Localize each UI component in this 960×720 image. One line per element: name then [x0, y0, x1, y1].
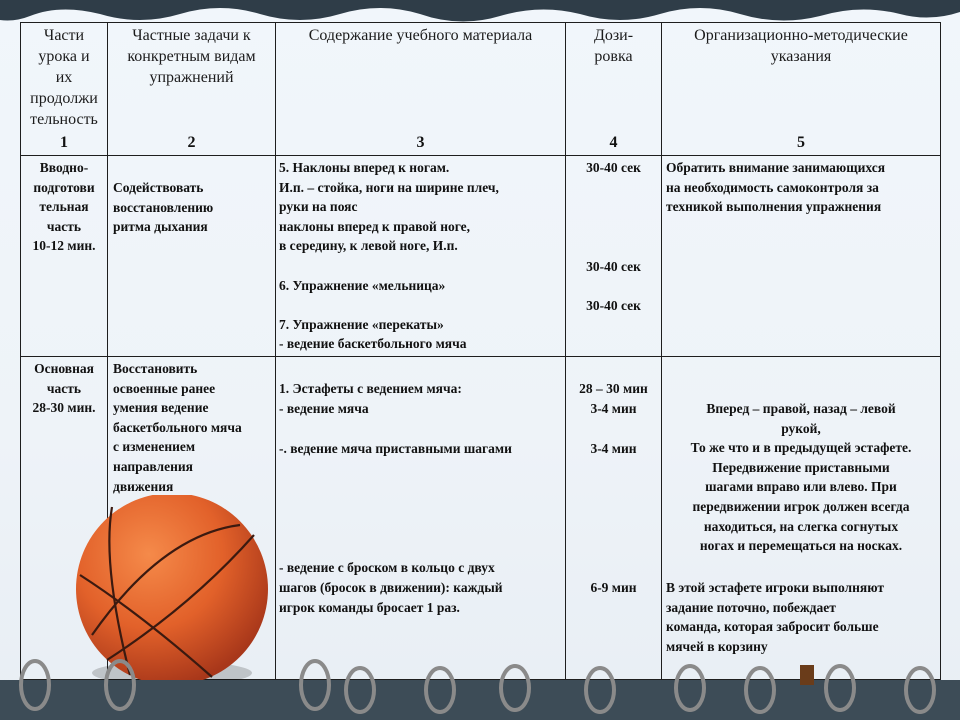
cell-text: Содействовать [113, 180, 204, 195]
cell-text: Вперед – правой, назад – левой [706, 401, 896, 416]
header-text: Частные задачи к [132, 27, 251, 44]
cell-text: баскетбольного мяча [113, 419, 242, 435]
cell-text: 5. Наклоны вперед к ногам. [279, 160, 450, 175]
table-row-divider [20, 155, 941, 156]
header-text: Части [43, 27, 85, 44]
row2-dose-4: 6-9 мин [590, 580, 637, 595]
cell-text: передвижении игрок должен всегда [692, 498, 910, 514]
cell-text: рукой, [781, 420, 821, 436]
row1-content [279, 158, 563, 354]
cell-text: шагами вправо или влево. При [705, 479, 897, 495]
cell-text: часть [46, 380, 82, 396]
cell-text: задание поточно, побеждает [666, 599, 836, 615]
cell-text: ногах и перемещаться на носках. [699, 538, 903, 554]
cell-text: тельная [39, 199, 89, 215]
row2-content-6: игрок команды бросает 1 раз. [279, 600, 460, 615]
row2-content-4: - ведение с броском в кольцо с двух [279, 560, 495, 575]
cell-text: И.п. – стойка, ноги на ширине плеч, [279, 179, 499, 195]
col-number: 3 [416, 134, 425, 151]
cell-text: техникой выполнения упражнения [666, 199, 882, 215]
cell-text: Передвижение приставными [712, 459, 890, 475]
cell-text: Вводно- [39, 160, 89, 175]
cell-text: освоенные ранее [113, 380, 216, 396]
header-text: тельность [30, 111, 98, 128]
cell-text: движения [113, 478, 174, 494]
row1-part [21, 158, 107, 256]
cell-text: наклоны вперед к правой ноге, [279, 218, 471, 234]
header-text: ровка [594, 48, 633, 65]
table-row-divider [20, 356, 941, 357]
dose-value: 30-40 сек [586, 160, 641, 175]
cell-text: умения ведение [113, 400, 209, 416]
header-text: продолжи [30, 90, 98, 107]
row2-content-3: -. ведение мяча приставными шагами [279, 441, 512, 456]
cell-text: Основная [34, 361, 94, 376]
cell-text: на необходимость самоконтроля за [666, 179, 879, 195]
header-notes [662, 25, 940, 67]
row2-task [113, 359, 273, 496]
cell-text: В этой эстафете игроки выполняют [666, 580, 884, 595]
row2-dose-1: 28 – 30 мин [579, 381, 648, 396]
header-text: урока и [38, 48, 90, 65]
cell-text: часть [46, 218, 82, 234]
cell-text: находиться, на слегка согнутых [703, 518, 899, 534]
header-content [276, 25, 565, 46]
cell-text: 10-12 мин. [32, 238, 96, 254]
cell-text: Обратить внимание занимающихся [666, 160, 886, 175]
cell-text: руки на пояс [279, 199, 358, 215]
row2-part [21, 359, 107, 418]
header-text: Дози- [593, 27, 634, 44]
header-text: их [55, 69, 73, 86]
header-text: Организационно-методические [694, 27, 908, 44]
cell-text: 28-30 мин. [32, 400, 96, 416]
col-number: 2 [187, 134, 196, 151]
cell-text [279, 295, 563, 315]
dose-value: 30-40 сек [586, 259, 641, 274]
table-col-divider [275, 22, 276, 679]
cell-text: команда, которая забросит больше [666, 619, 879, 635]
cell-text: в середину, к левой ноге, И.п. [279, 238, 458, 254]
row1-notes [666, 158, 938, 217]
row2-dose-2: 3-4 мин [590, 401, 637, 416]
header-tasks [108, 25, 275, 88]
cell-text: восстановлению [113, 199, 214, 215]
header-dosage [566, 25, 661, 67]
row2-notes-2 [666, 578, 938, 656]
cell-text: Восстановить [113, 361, 198, 376]
cell-text [279, 256, 563, 276]
header-text: Содержание учебного материала [308, 27, 533, 44]
row2-content-1: 1. Эстафеты с ведением мяча: [279, 381, 462, 396]
header-parts [21, 25, 107, 130]
cell-text: подготови [33, 179, 95, 195]
cell-text: направления [113, 458, 193, 474]
row2-dose-3: 3-4 мин [590, 441, 637, 456]
col-number: 1 [60, 134, 68, 151]
table-col-divider [661, 22, 662, 679]
col-number: 5 [797, 134, 805, 151]
cell-text: То же что и в предыдущей эстафете. [690, 440, 912, 456]
row2-content-5: шагов (бросок в движении): каждый [279, 580, 503, 595]
cell-text: с изменением [113, 439, 196, 455]
header-text: указания [770, 48, 832, 65]
spiral-binding-decor [0, 650, 960, 720]
cell-text: - ведение баскетбольного мяча [279, 336, 467, 352]
cell-text: мячей в корзину [666, 638, 768, 654]
table-border-top [20, 22, 941, 23]
header-text: конкретным видам [127, 48, 256, 65]
row1-task [113, 178, 273, 237]
cell-text: 6. Упражнение «мельница» [279, 277, 446, 293]
col-number: 4 [609, 134, 618, 151]
cell-text: 7. Упражнение «перекаты» [279, 316, 444, 332]
table-border-right [940, 22, 941, 679]
dose-value: 30-40 сек [586, 298, 641, 313]
row2-notes-1 [662, 399, 940, 556]
header-text: упражнений [149, 69, 234, 86]
row2-content-2: - ведение мяча [279, 401, 369, 416]
cell-text: ритма дыхания [113, 219, 208, 235]
